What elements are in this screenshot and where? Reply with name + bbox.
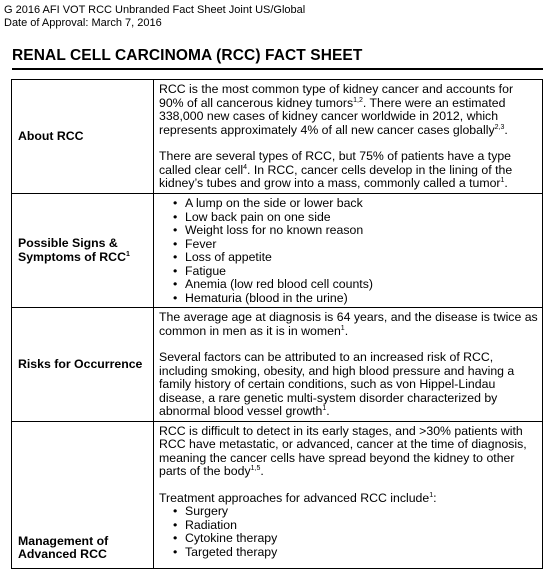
approval-date: Date of Approval: March 7, 2016	[4, 17, 162, 29]
about-paragraph-1: RCC is the most common type of kidney cancer and accounts for 90% of all cancerous kidney tumors$^{1,2}$. There were an estimated 338,000 new cases of kidney cancer worldwide in 2012, which represents approximately 4% of all new cancer cases globally$^{2,3}$.	[159, 82, 514, 137]
list-item: • A lump on the side or lower back	[159, 197, 538, 211]
list-item: • Fatigue	[159, 265, 538, 279]
about-content	[154, 80, 543, 194]
symptoms-list	[159, 197, 538, 305]
about-paragraph-2: There are several types of RCC, but 75% of patients have a type called clear cell$^4$. In RCC, cancer cells develop in the lining of the kidney’s tubes and grow into a mass, commonly called a tumor$^1$.	[159, 149, 513, 190]
page-title: RENAL CELL CARCINOMA (RCC) FACT SHEET	[12, 47, 363, 64]
title-rule	[12, 68, 543, 70]
list-item: • Weight loss for no known reason	[159, 224, 538, 238]
list-item: • Fever	[159, 238, 538, 252]
management-paragraph-1: RCC is difficult to detect in its early stages, and >30% patients with RCC have metastatic, or advanced, cancer at the time of diagnosis, meaning the cancer cells have spread beyond the kidney to other parts of the body$^{1,5}$.	[159, 423, 527, 478]
list-item: • Low back pain on one side	[159, 211, 538, 225]
symptoms-content	[154, 194, 543, 308]
list-item: • Targeted therapy	[159, 546, 538, 560]
list-item: • Cytokine therapy	[159, 532, 538, 546]
list-item: • Loss of appetite	[159, 251, 538, 265]
treatment-list	[159, 505, 538, 559]
row-signs-symptoms	[12, 194, 543, 308]
risks-content	[154, 308, 543, 422]
management-content	[154, 421, 543, 568]
row-about-rcc	[12, 80, 543, 194]
risks-label: Risks for Occurrence	[12, 308, 154, 422]
list-item: • Radiation	[159, 519, 538, 533]
risks-paragraph-2: Several factors can be attributed to an increased risk of RCC, including smoking, obesity, and high blood pressure and having a family history of certain conditions, such as von Hippel-Lindau disease, a rare genetic multi-system disorder characterized by abnormal blood vessel growth$^1$.	[159, 350, 515, 418]
row-risks	[12, 308, 543, 422]
fact-sheet-table	[11, 79, 543, 569]
list-item: • Surgery	[159, 505, 538, 519]
symptoms-label: Possible Signs & Symptoms of RCC$^1$	[12, 194, 154, 308]
about-label: About RCC	[12, 80, 154, 194]
list-item: • Hematuria (blood in the urine)	[159, 292, 538, 306]
row-management	[12, 421, 543, 568]
list-item: • Anemia (low red blood cell counts)	[159, 278, 538, 292]
management-label: Management of Advanced RCC	[12, 421, 154, 568]
management-paragraph-2: Treatment approaches for advanced RCC include$^1$:	[159, 490, 437, 505]
risks-paragraph-1: The average age at diagnosis is 64 years, and the disease is twice as common in men as it is in women$^1$.	[159, 310, 538, 338]
document-header-line-1: G 2016 AFI VOT RCC Unbranded Fact Sheet Joint US/Global	[4, 4, 306, 16]
